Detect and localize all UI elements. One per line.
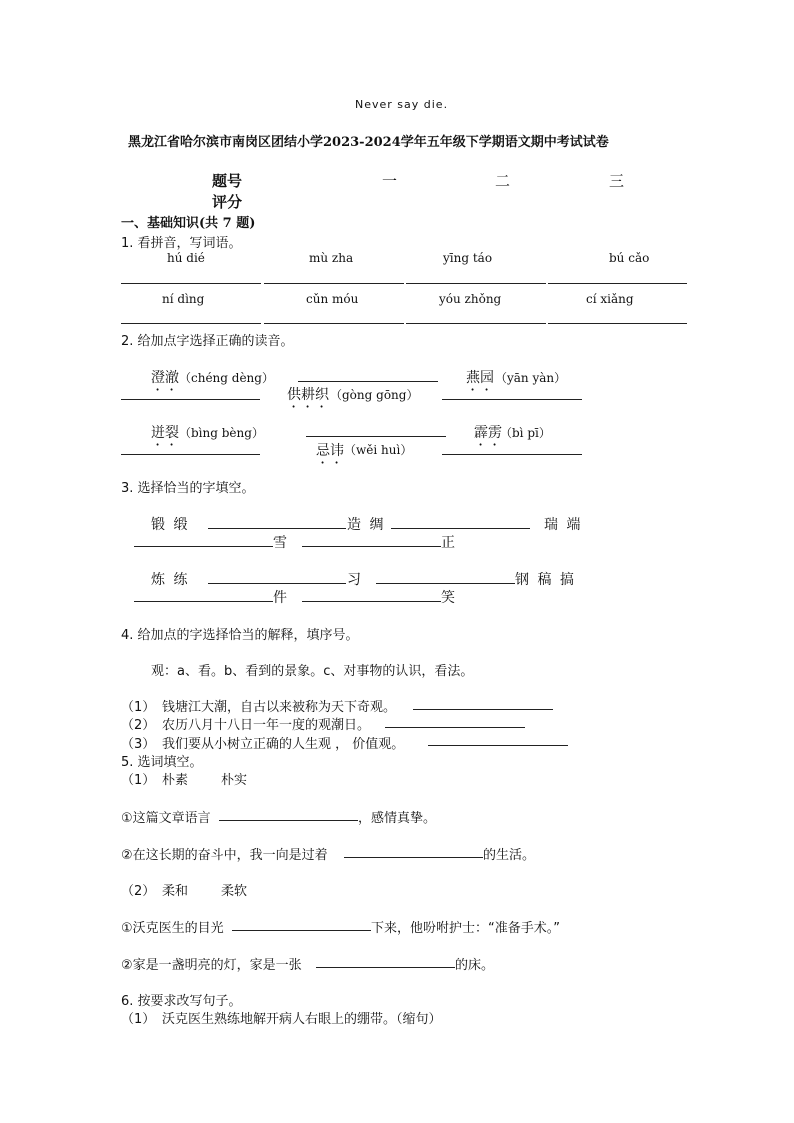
q2-options: （gòng gōng） [330,388,419,402]
answer-line[interactable] [208,583,346,584]
score-row-label: 题号 [212,172,243,190]
word-choices: 柔和 柔软 [162,884,248,899]
q2-word [474,422,502,449]
answer-line[interactable] [298,381,438,382]
answer-line[interactable] [442,454,582,455]
dotted-char: 供耕织 [287,387,329,403]
dotted-char: 忌讳 [316,443,344,459]
answer-line[interactable] [406,283,546,284]
q2-word [287,384,329,411]
answer-line[interactable] [121,323,261,324]
answer-line[interactable] [548,323,687,324]
question-3: 3. 选择恰当的字填空。 [121,481,255,496]
answer-line[interactable] [264,283,404,284]
answer-line[interactable] [548,283,687,284]
pinyin: mù zha [309,251,354,265]
score-col-header: 三 [609,172,625,190]
q2-options: （chéng dèng） [179,371,274,385]
answer-line[interactable] [264,323,404,324]
q2-word [316,440,344,467]
q2-options: （bìng bèng） [179,426,264,440]
answer-line[interactable] [442,399,582,400]
definition: 观：a、看。b、看到的景象。c、对事物的认识，看法。 [151,664,474,679]
answer-line[interactable] [232,930,371,931]
pinyin: cǔn móu [306,292,359,306]
q2-options: （yān yàn） [495,371,567,385]
item-number: （1） [121,1012,156,1027]
pinyin: bú cǎo [609,251,650,265]
item-number: （2） [121,884,156,899]
section-title: 一、基础知识(共 7 题) [121,216,256,231]
answer-line[interactable] [376,583,515,584]
answer-line[interactable] [406,323,546,324]
sentence: ①沃克医生的目光 [121,921,224,936]
answer-line[interactable] [413,709,553,710]
question-5: 5. 选词填空。 [121,755,203,770]
q2-word [151,422,179,449]
answer-line[interactable] [121,399,260,400]
word-choices: 朴素 朴实 [162,773,248,788]
sentence-end: 下来，他吩咐护士：“准备手术。” [371,921,560,936]
sentence-end: 的床。 [455,958,495,973]
q2-options: （wěi huì） [344,443,413,457]
q2-word [466,367,494,394]
dotted-char: 澄澈 [151,370,179,386]
question-6: 6. 按要求改写句子。 [121,994,242,1009]
question-1: 1. 看拼音，写词语。 [121,236,242,251]
score-row-label: 评分 [212,193,243,211]
char-options: 造 绸 [347,517,386,533]
item-text: 钱塘江大潮，自古以来被称为天下奇观。 [162,700,397,715]
char-suffix: 件 [273,590,287,606]
item-number: （1） [121,773,156,788]
answer-line[interactable] [121,283,261,284]
q2-options: （bì pī） [500,426,551,440]
pinyin: yóu zhǒng [439,292,502,306]
answer-line[interactable] [385,727,525,728]
answer-line[interactable] [302,546,441,547]
char-options: 炼 练 [151,572,190,588]
item-number: （2） [121,718,156,733]
score-col-header: 二 [495,172,511,190]
sentence-end: ，感情真挚。 [358,811,437,826]
q2-word [151,367,179,394]
question-4: 4. 给加点的字选择恰当的解释，填序号。 [121,628,359,643]
pinyin: ní dìng [162,292,205,306]
answer-line[interactable] [316,967,455,968]
char-suffix: 雪 [273,535,287,551]
dotted-char: 燕园 [466,370,494,386]
answer-line[interactable] [302,601,441,602]
char-options: 瑞 端 [544,517,583,533]
char-options: 锻 缎 [151,517,190,533]
item-text: 沃克医生熟练地解开病人右眼上的绷带。（缩句） [162,1012,442,1027]
motto: Never say die. [355,98,449,111]
sentence: ①这篇文章语言 [121,811,211,826]
pinyin: hú dié [167,251,205,265]
item-text: 我们要从小树立正确的人生观 ， 价值观。 [162,737,405,752]
sentence-end: 的生活。 [483,848,536,863]
answer-line[interactable] [391,528,530,529]
page-title: 黑龙江省哈尔滨市南岗区团结小学2023-2024学年五年级下学期语文期中考试试卷 [128,135,609,150]
char-suffix: 笑 [441,590,455,606]
dotted-char: 霹雳 [474,425,502,441]
answer-line[interactable] [134,546,273,547]
pinyin: yīng táo [443,251,493,265]
char-options: 习 [347,572,361,588]
answer-line[interactable] [208,528,346,529]
answer-line[interactable] [121,454,260,455]
item-text: 农历八月十八日一年一度的观潮日。 [162,718,371,733]
dotted-char: 迸裂 [151,425,179,441]
score-col-header: 一 [382,172,398,190]
answer-line[interactable] [219,820,358,821]
item-number: （3） [121,737,156,752]
char-suffix: 正 [441,535,455,551]
pinyin: cí xiǎng [586,292,634,306]
question-2: 2. 给加点字选择正确的读音。 [121,334,294,349]
sentence: ②家是一盏明亮的灯，家是一张 [121,958,302,973]
item-number: （1） [121,700,156,715]
sentence: ②在这长期的奋斗中，我一向是过着 [121,848,328,863]
answer-line[interactable] [344,857,483,858]
char-options: 钢 稿 搞 [515,572,576,588]
answer-line[interactable] [306,436,446,437]
answer-line[interactable] [428,745,568,746]
answer-line[interactable] [134,601,273,602]
